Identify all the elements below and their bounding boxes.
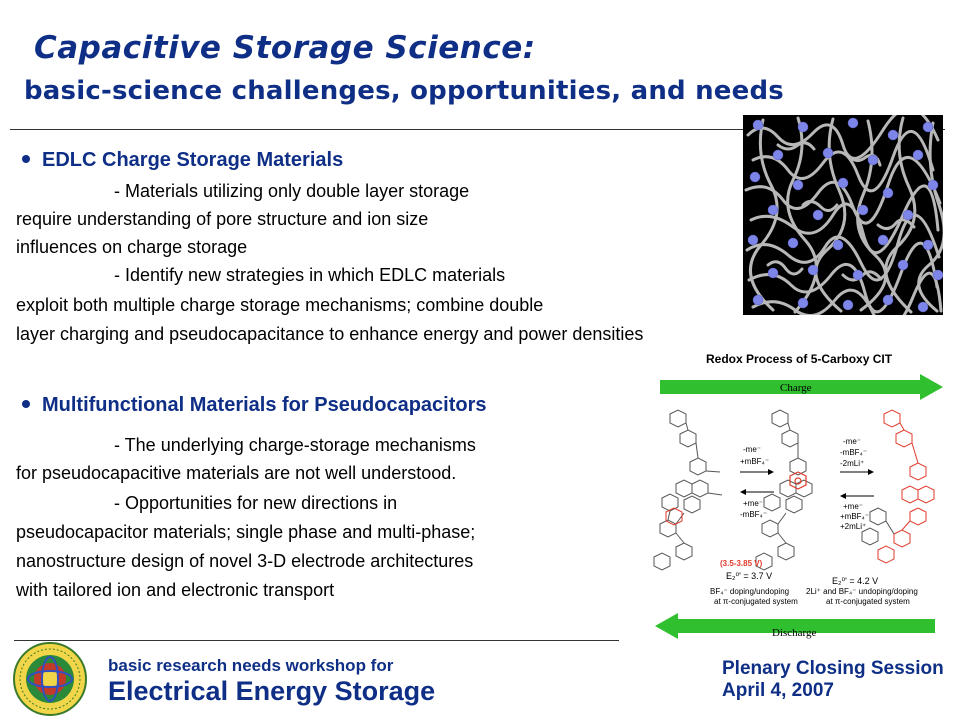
- discharge-label: Discharge: [772, 627, 817, 639]
- bes-logo: [10, 641, 90, 717]
- session-line-2: April 4, 2007: [722, 680, 834, 701]
- step2-arrows: [840, 469, 874, 499]
- slide-title: Capacitive Storage Science:: [34, 30, 536, 66]
- bullet-icon: [22, 400, 30, 408]
- left-caption-1: BF₄⁻ doping/undoping: [710, 587, 790, 596]
- molecule-oxidized: [756, 410, 812, 570]
- body-line: - Identify new strategies in which EDLC materials: [114, 265, 506, 285]
- body-line: influences on charge storage: [16, 237, 248, 257]
- figure-title: Redox Process of 5-Carboxy CIT: [706, 352, 893, 366]
- molecule-charged: [878, 410, 934, 563]
- step1-mid-label: +mBF₄⁻: [740, 457, 770, 466]
- body-line: - Opportunities for new directions in: [114, 493, 398, 513]
- section-heading-edlc: [22, 149, 343, 172]
- slide-subtitle: basic-science challenges, opportunities, and needs: [24, 76, 784, 106]
- right-caption-2: at π-conjugated system: [826, 597, 910, 606]
- step1-b-label: -mBF₄⁻: [740, 510, 768, 519]
- workshop-line-1: basic research needs workshop for: [108, 656, 394, 675]
- potential-range-label: (3.5-3.85 V): [720, 559, 763, 568]
- right-potential-label: E₂⁰' = 4.2 V: [832, 576, 879, 586]
- redox-figure: [640, 372, 955, 642]
- molecule-neutral: [654, 410, 722, 570]
- workshop-line-2: Electrical Energy Storage: [108, 676, 436, 706]
- body-line: - The underlying charge-storage mechanisms: [114, 435, 476, 455]
- step2-b-label: +mBF₄⁻: [840, 512, 870, 521]
- step2-a-label: +me⁻: [843, 502, 864, 511]
- left-caption-2: at π-conjugated system: [714, 597, 798, 606]
- pore-structure-image: [743, 115, 943, 315]
- step1-a-label: +me⁻: [743, 499, 764, 508]
- step1-arrows: [740, 469, 774, 495]
- step2-top-label: -me⁻: [843, 437, 861, 446]
- right-caption-1: 2Li⁺ and BF₄⁻ undoping/doping: [806, 587, 918, 596]
- step1-top-label: -me⁻: [743, 445, 761, 454]
- charge-label: Charge: [780, 382, 812, 394]
- charge-arrow: [660, 374, 943, 400]
- discharge-arrow: [655, 613, 935, 639]
- bottom-divider: [14, 640, 619, 641]
- body-line: exploit both multiple charge storage mechanisms; combine double: [16, 295, 544, 315]
- body-line: nanostructure design of novel 3-D electrode architectures: [16, 551, 474, 571]
- body-line: require understanding of pore structure and ion size: [16, 209, 429, 229]
- section-heading-text: Multifunctional Materials for Pseudocapacitors: [42, 394, 487, 416]
- step2-c-label: -2mLi⁺: [840, 459, 865, 468]
- step2-d-label: +2mLi⁺: [840, 522, 867, 531]
- step2-mid-label: -mBF₄⁻: [840, 448, 868, 457]
- pore-network-graphic: [743, 115, 943, 315]
- body-line: for pseudocapacitive materials are not well understood.: [16, 463, 457, 483]
- body-line: - Materials utilizing only double layer storage: [114, 181, 470, 201]
- body-line: with tailored ion and electronic transport: [16, 580, 335, 600]
- bullet-icon: [22, 155, 30, 163]
- body-line: pseudocapacitor materials; single phase and multi-phase;: [16, 522, 476, 542]
- section-heading-text: EDLC Charge Storage Materials: [42, 149, 344, 171]
- session-line-1: Plenary Closing Session: [722, 658, 944, 679]
- body-line: layer charging and pseudocapacitance to enhance energy and power densities: [16, 324, 644, 344]
- section-heading-pseudocap: [22, 394, 487, 417]
- left-potential-label: E₂⁰' = 3.7 V: [726, 571, 773, 581]
